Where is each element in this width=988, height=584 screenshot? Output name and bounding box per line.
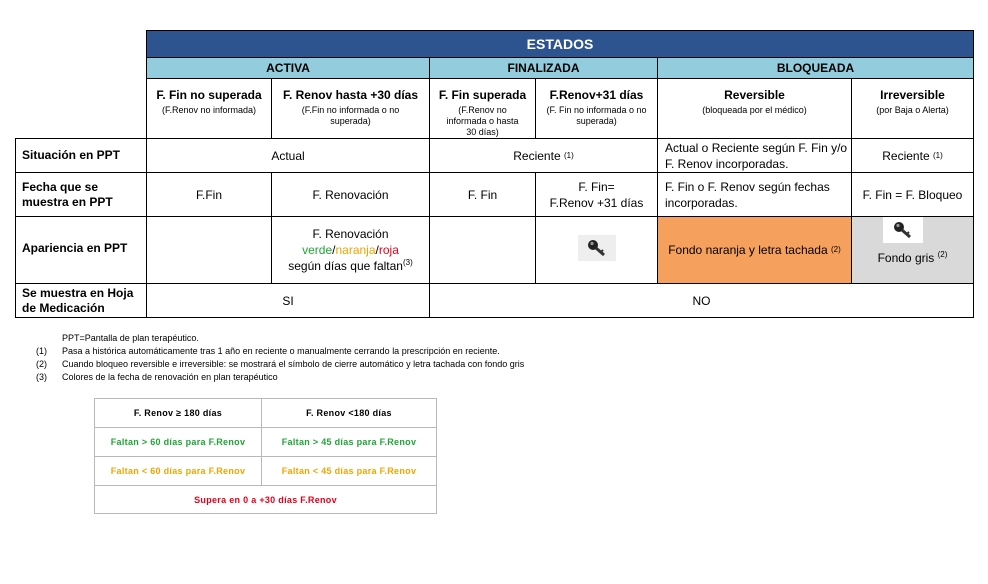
legend-green-1-text: Faltan > 60 días para F.Renov xyxy=(110,437,246,447)
fecha-irreversible-text: F. Fin = F. Bloqueo xyxy=(862,187,963,202)
column-title: F. Fin superada xyxy=(438,88,527,102)
apariencia-c2-line1: F. Renovación xyxy=(312,227,389,241)
legend-header-2 xyxy=(261,398,437,428)
situacion-activa xyxy=(146,138,430,173)
footnote-ref: (3) xyxy=(402,258,413,267)
fecha-c4-line1: F. Fin= xyxy=(578,179,615,194)
legend-green-2 xyxy=(261,427,437,457)
row-label-text: Situación en PPT xyxy=(22,148,121,162)
column-subtitle: (F. Fin no informada o no superada) xyxy=(546,105,647,126)
column-title: F.Renov+31 días xyxy=(549,88,644,102)
key-icon xyxy=(578,235,616,261)
legend-orange-1 xyxy=(94,456,262,486)
column-subtitle: (F.Fin no informada o no superada) xyxy=(301,105,400,126)
column-title: Irreversible xyxy=(880,88,945,102)
legend-orange-2-text: Faltan < 45 días para F.Renov xyxy=(281,466,417,476)
column-subtitle: (F.Renov no informada) xyxy=(161,105,257,115)
legend-header-1-text: F. Renov ≥ 180 días xyxy=(133,408,223,418)
apariencia-c3 xyxy=(429,216,536,284)
row-label-hoja xyxy=(15,283,147,318)
legend-header-2-text: F. Renov <180 días xyxy=(306,408,392,418)
apariencia-c2 xyxy=(271,216,430,284)
apariencia-c2-colors xyxy=(302,242,399,258)
legend-green-1 xyxy=(94,427,262,457)
apariencia-irreversible-text: Fondo gris xyxy=(877,251,935,265)
column-subtitle: (por Baja o Alerta) xyxy=(876,105,949,115)
header-bloqueada xyxy=(657,57,974,79)
color-roja: roja xyxy=(378,243,399,257)
legend-orange-2 xyxy=(261,456,437,486)
row-label-fecha xyxy=(15,172,147,217)
fecha-c3-text: F. Fin xyxy=(467,187,498,202)
slash: / xyxy=(375,243,379,257)
apariencia-reversible-text: Fondo naranja y letra tachada xyxy=(668,243,828,257)
row-label-text: Apariencia en PPT xyxy=(22,241,128,255)
column-header-renov-hasta-30 xyxy=(271,78,430,139)
apariencia-irreversible xyxy=(851,216,974,284)
fecha-c1 xyxy=(146,172,272,217)
header-finalizada xyxy=(429,57,658,79)
fecha-reversible xyxy=(657,172,852,217)
fecha-c1-text: F.Fin xyxy=(195,187,222,202)
footnote-ref: (2) xyxy=(937,250,948,259)
column-title: F. Fin no superada xyxy=(156,88,262,102)
slash: / xyxy=(332,243,336,257)
note-num: (3) xyxy=(36,372,47,382)
column-header-reversible xyxy=(657,78,852,139)
column-title: Reversible xyxy=(724,88,785,102)
row-label-text: Fecha que se muestra en PPT xyxy=(22,179,113,209)
column-header-irreversible xyxy=(851,78,974,139)
note-num: (1) xyxy=(36,346,47,356)
legend-red-text: Supera en 0 a +30 días F.Renov xyxy=(194,494,337,505)
hoja-activa xyxy=(146,283,430,318)
legend-orange-1-text: Faltan < 60 días para F.Renov xyxy=(110,466,246,476)
note-num: (2) xyxy=(36,359,47,369)
fecha-c3 xyxy=(429,172,536,217)
apariencia-c1 xyxy=(146,216,272,284)
column-subtitle: (bloqueada por el médico) xyxy=(702,105,807,115)
fecha-c4 xyxy=(535,172,658,217)
apariencia-reversible: Fondo naranja y letra tachada (2) xyxy=(657,216,852,284)
row-label-text: Se muestra en Hoja de Medicación xyxy=(22,285,134,315)
note-ppt xyxy=(0,333,988,345)
color-naranja: naranja xyxy=(335,243,376,257)
fecha-c4-line2: F.Renov +31 días xyxy=(549,195,644,210)
situacion-reversible-text: Actual o Reciente según F. Fin y/o F. Renov incorporadas. xyxy=(665,140,848,171)
fecha-c2-text: F. Renovación xyxy=(312,187,389,202)
column-header-fin-no-superada xyxy=(146,78,272,139)
key-icon xyxy=(883,217,923,243)
apariencia-c4 xyxy=(535,216,658,284)
note-text: Colores de la fecha de renovación en plan terapéutico xyxy=(62,372,278,382)
note-3 xyxy=(0,372,988,384)
apariencia-c2-line3 xyxy=(288,258,413,274)
hoja-resto-text: NO xyxy=(692,293,711,308)
legend-red xyxy=(94,485,437,514)
column-subtitle: (F.Renov no informada o hasta 30 días) xyxy=(446,105,519,137)
legend-green-2-text: Faltan > 45 días para F.Renov xyxy=(281,437,417,447)
situacion-finalizada: Reciente (1) xyxy=(429,138,658,173)
column-header-fin-superada xyxy=(429,78,536,139)
note-text: Cuando bloqueo reversible e irreversible: se mostrará el símbolo de cierre automático y letra tachada con fondo gris xyxy=(62,359,525,369)
situacion-reversible xyxy=(657,138,852,173)
row-label-situacion xyxy=(15,138,147,173)
situacion-finalizada-text: Reciente xyxy=(513,148,561,163)
situacion-activa-text: Actual xyxy=(271,148,305,163)
situacion-irreversible: Reciente (1) xyxy=(851,138,974,173)
column-header-renov-31 xyxy=(535,78,658,139)
fecha-reversible-text: F. Fin o F. Renov según fechas incorporadas. xyxy=(665,179,830,210)
column-title: F. Renov hasta +30 días xyxy=(282,88,419,102)
header-estados-text: ESTADOS xyxy=(526,36,594,52)
note-2 xyxy=(0,359,988,371)
note-1 xyxy=(0,346,988,358)
fecha-c2 xyxy=(271,172,430,217)
header-activa-text: ACTIVA xyxy=(266,61,310,75)
note-text: Pasa a histórica automáticamente tras 1 año en reciente o manualmente cerrando la prescripción en reciente. xyxy=(62,346,500,356)
hoja-activa-text: SI xyxy=(282,293,294,308)
note-text: PPT=Pantalla de plan terapéutico. xyxy=(62,333,199,343)
apariencia-irreversible-label xyxy=(878,250,948,266)
header-estados xyxy=(146,30,974,58)
legend-header-1 xyxy=(94,398,262,428)
apariencia-c2-line3-text: según días que faltan xyxy=(288,259,403,273)
color-verde: verde xyxy=(302,243,333,257)
fecha-irreversible xyxy=(851,172,974,217)
header-activa xyxy=(146,57,430,79)
header-bloqueada-text: BLOQUEADA xyxy=(776,61,855,75)
situacion-irreversible-text: Reciente xyxy=(882,148,930,163)
hoja-resto xyxy=(429,283,974,318)
header-finalizada-text: FINALIZADA xyxy=(507,61,580,75)
row-label-apariencia xyxy=(15,216,147,284)
